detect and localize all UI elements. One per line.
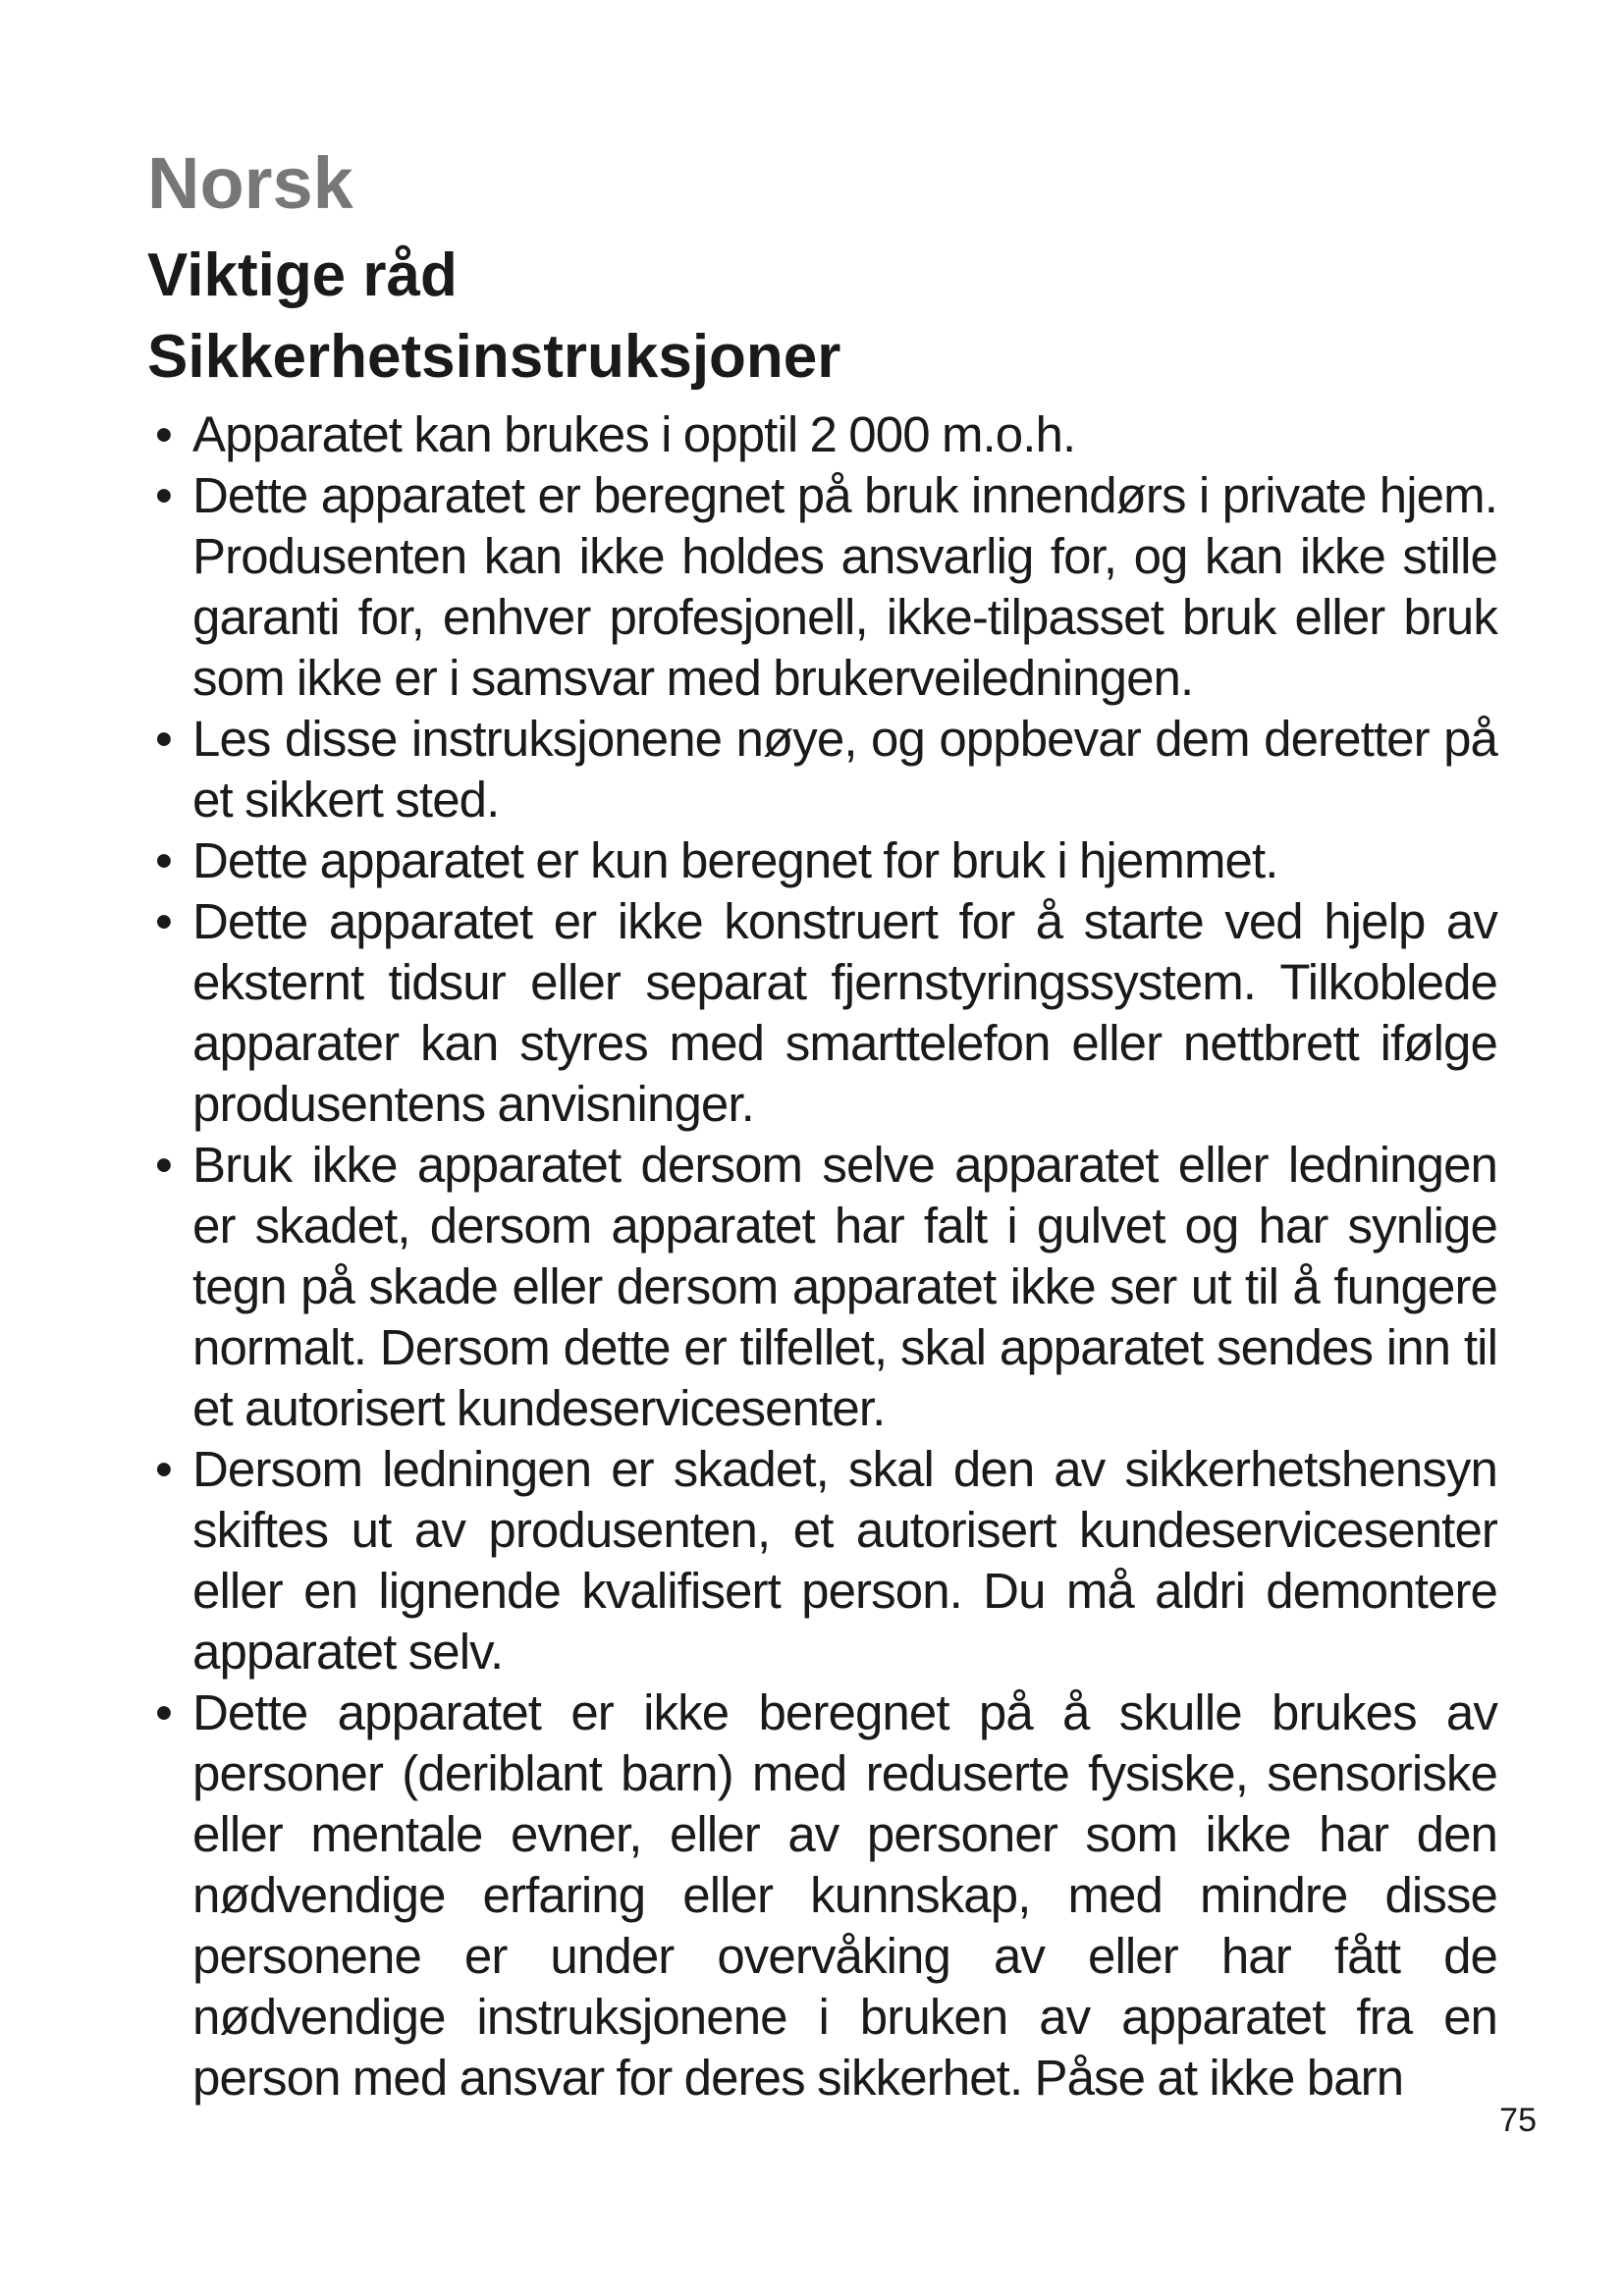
bullet-icon: • bbox=[155, 832, 172, 888]
list-item bbox=[147, 465, 1497, 709]
bullet-icon: • bbox=[155, 406, 172, 462]
list-item-text: Les disse instruksjonene nøye, og oppbevar dem deretter på et sikkert sted. bbox=[192, 711, 1497, 828]
page-number: 75 bbox=[1499, 2102, 1537, 2139]
list-item bbox=[147, 404, 1497, 465]
list-item-text: Apparatet kan brukes i opptil 2 000 m.o.h. bbox=[192, 406, 1076, 462]
language-title: Norsk bbox=[147, 142, 353, 224]
list-item bbox=[147, 709, 1497, 830]
important-advice-heading: Viktige råd bbox=[147, 241, 458, 309]
list-item-text: Dette apparatet er beregnet på bruk innendørs i private hjem. Produsenten kan ikke holdes ansvarlig for, og kan ikke stille garanti for, enhver profesjonell, ikke-tilpasset bruk eller bruk som ikke er i samsvar med brukerveiledningen. bbox=[192, 467, 1497, 706]
bullet-icon: • bbox=[155, 893, 172, 949]
list-item bbox=[147, 891, 1497, 1135]
bullet-icon: • bbox=[155, 1684, 172, 1740]
list-item bbox=[147, 1135, 1497, 1439]
safety-instructions-heading: Sikkerhetsinstruksjoner bbox=[147, 323, 841, 391]
list-item-text: Dette apparatet er kun beregnet for bruk i hjemmet. bbox=[192, 832, 1278, 888]
bullet-icon: • bbox=[155, 1137, 172, 1193]
bullet-icon: • bbox=[155, 1441, 172, 1497]
bullet-icon: • bbox=[155, 467, 172, 523]
safety-instructions-list bbox=[147, 404, 1497, 2109]
list-item bbox=[147, 1439, 1497, 1682]
list-item bbox=[147, 1682, 1497, 2109]
list-item-text: Dette apparatet er ikke beregnet på å skulle brukes av personer (deriblant barn) med reduserte fysiske, sensoriske eller mentale evner, eller av personer som ikke har den nødvendige erfaring eller kunnskap, med mindre disse personene er under overvåking av eller har fått de nødvendige instruksjonene i bruken av apparatet fra en person med ansvar for deres sikkerhet. Påse at ikke barn bbox=[192, 1684, 1497, 2106]
bullet-icon: • bbox=[155, 711, 172, 767]
list-item bbox=[147, 830, 1497, 891]
list-item-text: Dette apparatet er ikke konstruert for å starte ved hjelp av eksternt tidsur eller separat fjernstyringssystem. Tilkoblede apparater kan styres med smarttelefon eller nettbrett ifølge produsentens anvisninger. bbox=[192, 893, 1497, 1132]
list-item-text: Dersom ledningen er skadet, skal den av sikkerhetshensyn skiftes ut av produsenten, et autorisert kundeservicesenter eller en lignende kvalifisert person. Du må aldri demontere apparatet selv. bbox=[192, 1441, 1497, 1680]
list-item-text: Bruk ikke apparatet dersom selve apparatet eller ledningen er skadet, dersom apparatet har falt i gulvet og har synlige tegn på skade eller dersom apparatet ikke ser ut til å fungere normalt. Dersom dette er tilfellet, skal apparatet sendes inn til et autorisert kundeservicesenter. bbox=[192, 1137, 1497, 1436]
